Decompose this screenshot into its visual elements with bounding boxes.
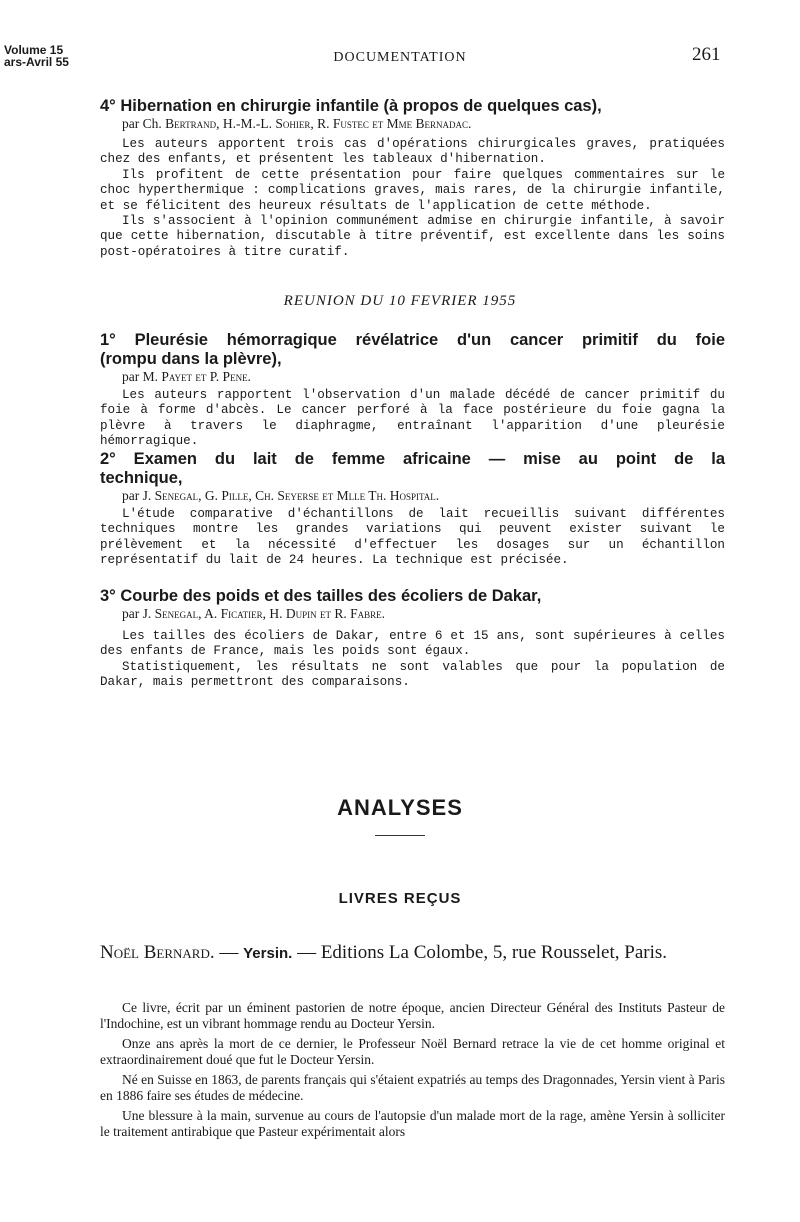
meeting-heading: REUNION DU 10 FEVRIER 1955 xyxy=(283,293,517,309)
article-title-line-1: 2° Examen du lait de femme africaine — mise au point de la xyxy=(100,450,725,468)
paragraph: Ils profitent de cette présentation pour faire quelques commentaires sur le choc hyperthermique : complications graves, mais rares, de la chirurgie infantile, et se félicitent des heureux résultats de l'application de cette méthode. xyxy=(100,167,725,213)
article-authors: Senegal, A. Ficatier, H. Dupin et R. Fabre. xyxy=(154,606,386,621)
article-title: 3° Courbe des poids et des tailles des écoliers de Dakar, xyxy=(100,587,542,605)
book-title: Yersin. xyxy=(243,945,293,962)
section-heading-analyses: ANALYSES xyxy=(337,795,463,820)
paragraph: Une blessure à la main, survenue au cours de l'autopsie d'un malade mort de la rage, amène Yersin à solliciter le traitement antirabique que Pasteur expérimentait alors xyxy=(100,1108,725,1139)
running-title: DOCUMENTATION xyxy=(333,50,467,65)
book-reference: Noël Bernard. — Yersin. — Editions La Colombe, 5, rue Rousselet, Paris. xyxy=(100,942,668,963)
divider xyxy=(375,835,425,836)
article-title-line-2: technique, xyxy=(100,469,183,487)
article-byline: par M. Payet et P. Pene. xyxy=(122,369,251,384)
article-byline: par J. Senegal, A. Ficatier, H. Dupin et R. Fabre. xyxy=(122,606,386,621)
article-body xyxy=(100,507,725,569)
article-body xyxy=(100,629,725,691)
article-item-2 xyxy=(100,450,725,569)
article-body xyxy=(100,137,725,260)
book-publisher: Editions La Colombe, 5, rue Rousselet, Paris. xyxy=(320,942,668,963)
article-byline: par J. Senegal, G. Pille, Ch. Seyerse et Mlle Th. Hospital. xyxy=(122,488,440,503)
subsection-heading-livres-recus: LIVRES REÇUS xyxy=(338,890,462,907)
article-authors: Bertrand, H.-M.-L. Sohier, R. Fustec et Mme Bernadac. xyxy=(165,116,472,131)
article-item-4 xyxy=(100,97,725,260)
book-author: Noël Bernard. xyxy=(100,942,215,963)
issue-label: ars-Avril 55 xyxy=(4,55,69,69)
article-title-line-1: 1° Pleurésie hémorragique révélatrice d'un cancer primitif du foie xyxy=(100,331,725,349)
paragraph: L'étude comparative d'échantillons de lait recueillis suivant différentes techniques montre les grandes variations qui peuvent exister suivant le prélèvement et la nécessité d'effectuer les dosages sur un échantillon représentatif du lait de 24 heures. La technique est précisée. xyxy=(100,507,725,568)
paragraph: Ce livre, écrit par un éminent pastorien de notre époque, ancien Directeur Général des Instituts Pasteur de l'Indochine, est un vibrant hommage rendu au Docteur Yersin. xyxy=(100,1000,725,1031)
article-item-3 xyxy=(100,587,725,691)
paragraph: Ils s'associent à l'opinion communément admise en chirurgie infantile, à savoir que cette hibernation, discutable à titre préventif, est excellente dans les soins post-opératoires à titre curatif. xyxy=(100,214,725,259)
paragraph: Statistiquement, les résultats ne sont valables que pour la population de Dakar, mais permettront des comparaisons. xyxy=(100,659,725,690)
article-item-1 xyxy=(100,331,725,450)
book-review-body xyxy=(100,1000,725,1144)
article-authors: Senegal, G. Pille, Ch. Seyerse et Mlle Th. Hospital. xyxy=(154,488,440,503)
page-number: 261 xyxy=(692,44,721,65)
article-title-line-2: (rompu dans la plèvre), xyxy=(100,350,282,368)
article-title: 4° Hibernation en chirurgie infantile (à propos de quelques cas), xyxy=(100,97,602,115)
paragraph: Onze ans après la mort de ce dernier, le Professeur Noël Bernard retrace la vie de cet homme original et extraordinairement doué que fut le Docteur Yersin. xyxy=(100,1036,725,1067)
article-authors: Payet et P. Pene. xyxy=(161,369,251,384)
article-byline: par Ch. Bertrand, H.-M.-L. Sohier, R. Fustec et Mme Bernadac. xyxy=(122,116,472,131)
article-body xyxy=(100,388,725,450)
paragraph: Les auteurs rapportent l'observation d'un malade décédé de cancer primitif du foie à forme d'abcès. Le cancer perforé à la face postérieure du foie gagna la plèvre à travers le diaphragme, entraînant l'apparition d'une pleurésie hémorragique. xyxy=(100,388,725,449)
paragraph: Les auteurs apportent trois cas d'opérations chirurgicales graves, pratiquées chez des enfants, et présentent les tableaux d'hibernation. xyxy=(100,137,725,167)
volume-label: Volume 15 xyxy=(4,43,64,57)
paragraph: Né en Suisse en 1863, de parents français qui s'étaient expatriés au temps des Dragonnades, Yersin vient à Paris en 1886 faire ses études de médecine. xyxy=(100,1072,725,1103)
paragraph: Les tailles des écoliers de Dakar, entre 6 et 15 ans, sont supérieures à celles des enfants de France, mais les poids sont égaux. xyxy=(100,629,725,659)
